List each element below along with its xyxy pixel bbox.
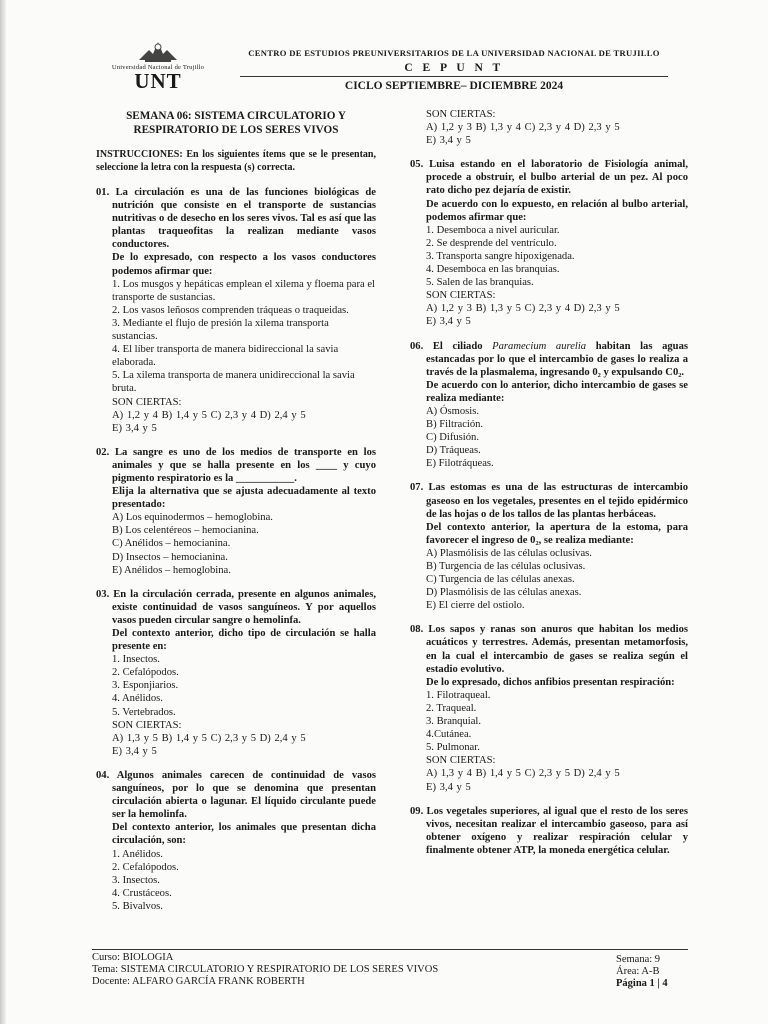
answer-options-extra: E) 3,4 y 5 xyxy=(426,135,471,147)
list-item: 2. Traqueal. xyxy=(426,702,477,714)
answer-options-extra: E) 3,4 y 5 xyxy=(426,781,471,793)
answers-label: SON CIERTAS: xyxy=(426,755,496,767)
question-stem: 07. Las estomas es una de las estructuras de intercambio gaseoso en los vegetales, presentes en el tejido epidérmico de las hojas o de los tallos de las plantas herbáceas. xyxy=(410,482,688,520)
university-name: Universidad Nacional de Trujillo xyxy=(111,64,205,71)
option-b: B) Filtración. xyxy=(426,419,484,431)
answer-options: A) 1,3 y 5 B) 1,4 y 5 C) 2,3 y 5 D) 2,4 y 5 xyxy=(112,732,306,744)
option-d: D) Plasmólisis de las células anexas. xyxy=(426,587,582,599)
option-d: D) Insectos – hemocianina. xyxy=(112,551,228,563)
answer-options: A) 1,2 y 3 B) 1,3 y 4 C) 2,3 y 4 D) 2,3 y 5 xyxy=(426,122,620,134)
question-prompt: De lo expresado, dichos anfibios presentan respiración: xyxy=(426,676,675,688)
question-prompt: Del contexto anterior, los animales que presentan dicha circulación, son: xyxy=(112,822,376,847)
list-item: 3. Insectos. xyxy=(112,874,160,886)
list-item: 4. Crustáceos. xyxy=(112,887,172,899)
list-item: 4. Anélidos. xyxy=(112,693,163,705)
option-a: A) Ósmosis. xyxy=(426,405,479,417)
option-b: B) Turgencia de las células oclusivas. xyxy=(426,561,586,572)
answer-options-extra: E) 3,4 y 5 xyxy=(426,316,471,328)
option-c: C) Anélidos – hemocianina. xyxy=(112,538,231,550)
question-stem: 01. La circulación es una de las funciones biológicas de nutrición que consiste en el transporte de sustancias nutritivas o de desecho en los seres vivos. Tal es así que las plantas traqueofitas la realizan mediante vasos conductores. xyxy=(96,187,376,251)
list-item: 3. Transporta sangre hipoxigenada. xyxy=(426,250,575,262)
question-04 xyxy=(96,769,376,913)
cycle-label: CICLO SEPTIEMBRE– DICIEMBRE 2024 xyxy=(344,80,564,92)
question-08 xyxy=(410,623,688,793)
page-footer xyxy=(92,949,688,989)
option-a: A) Plasmólisis de las células oclusivas. xyxy=(426,547,592,559)
area-label: Área: A-B xyxy=(616,966,660,977)
option-e: E) Anélidos – hemoglobina. xyxy=(112,564,231,576)
list-item: 3. Esponjiarios. xyxy=(112,680,179,692)
list-item: 5. Bivalvos. xyxy=(112,900,163,912)
question-stem: 05. Luisa estando en el laboratorio de Fisiología animal, procede a obstruir, el bulbo arterial de un pez. Al poco rato dicho pez dejaría de existir. xyxy=(410,159,688,197)
center-name: CENTRO DE ESTUDIOS PREUNIVERSITARIOS DE LA UNIVERSIDAD NACIONAL DE TRUJILLO xyxy=(248,48,660,58)
list-item: 1. Insectos. xyxy=(112,654,160,666)
option-b: B) Los celentéreos – hemocianina. xyxy=(112,525,259,537)
page-title: SEMANA 06: SISTEMA CIRCULATORIO Y RESPIRATORIO DE LOS SERES VIVOS xyxy=(126,110,346,136)
page-number: Página 1 | 4 xyxy=(616,978,668,989)
stem-pre: 06. El ciliado xyxy=(410,340,493,352)
list-item: 1. Los musgos y hepáticas emplean el xilema y floema para el transporte de sustancias. xyxy=(112,278,375,303)
list-item: 3. Branquial. xyxy=(426,716,482,728)
answer-options: A) 1,3 y 4 B) 1,4 y 5 C) 2,3 y 5 D) 2,4 y 5 xyxy=(426,768,620,780)
list-item: 4. Desemboca en las branquias. xyxy=(426,264,560,276)
list-item: 2. Cefalópodos. xyxy=(112,667,179,679)
list-item: 1. Anélidos. xyxy=(112,848,163,860)
question-05 xyxy=(410,158,688,328)
list-item: 4. El líber transporta de manera bidireccional la savia elaborada. xyxy=(112,344,339,369)
option-c: C) Difusión. xyxy=(426,432,479,444)
list-item: 2. Cefalópodos. xyxy=(112,861,179,873)
topic-label: Tema: SISTEMA CIRCULATORIO Y RESPIRATORIO DE LOS SERES VIVOS xyxy=(92,964,439,975)
instructions: INSTRUCCIONES: En los siguientes ítems que se le presentan, seleccione la letra con la respuesta (s) correcta. xyxy=(96,149,376,173)
list-item: 1. Desemboca a nivel auricular. xyxy=(426,224,560,236)
answers-label: SON CIERTAS: xyxy=(426,290,496,302)
answer-options-extra: E) 3,4 y 5 xyxy=(112,745,157,757)
list-item: 2. Se desprende del ventrículo. xyxy=(426,237,557,249)
question-07 xyxy=(410,481,688,612)
question-prompt: Del contexto anterior, dicho tipo de circulación se halla presente en: xyxy=(112,628,376,653)
species-name: Paramecium aurelia xyxy=(492,340,587,352)
question-06 xyxy=(410,340,688,471)
question-prompt: De acuerdo con lo anterior, dicho intercambio de gases se realiza mediante: xyxy=(426,379,688,404)
week-label: Semana: 9 xyxy=(616,954,661,965)
question-02 xyxy=(96,446,376,577)
header-divider xyxy=(240,76,668,77)
question-prompt: Elija la alternativa que se ajusta adecuadamente al texto presentado: xyxy=(112,486,376,511)
question-04-continued xyxy=(410,108,688,147)
option-e: E) Filotráqueas. xyxy=(426,458,494,470)
course-label: Curso: BIOLOGIA xyxy=(92,952,174,963)
footer-left xyxy=(92,952,438,988)
footer-right xyxy=(616,954,696,990)
cepunt-label: C E P U N T xyxy=(404,62,504,74)
question-stem xyxy=(410,340,688,379)
list-item: 3. Mediante el flujo de presión la xilema transporta sustancias. xyxy=(112,317,329,343)
university-logo xyxy=(88,38,228,91)
question-prompt: Del contexto anterior, la apertura de la estoma, para favorecer el ingreso de 0₂, se realiza mediante: xyxy=(426,521,688,546)
question-stem: 08. Los sapos y ranas son anuros que habitan los medios acuáticos y terrestres. Además, presentan metamorfosis, en la cual el intercambio de gases se realiza según el estadio evolutivo. xyxy=(410,624,688,675)
question-stem: 03. En la circulación cerrada, presente en algunos animales, existe continuidad de vasos sanguíneos. Y por aquellos vasos pueden circular sangre o hemolinfa. xyxy=(96,588,376,626)
question-stem: 02. La sangre es uno de los medios de transporte en los animales y que se halla presente en los ____ y cuyo pigmento respiratorio es la ___________. xyxy=(96,446,376,484)
question-09 xyxy=(410,805,688,857)
answer-options: A) 1,2 y 3 B) 1,3 y 5 C) 2,3 y 4 D) 2,3 y 5 xyxy=(426,303,620,315)
question-prompt: De lo expresado, con respecto a los vasos conductores podemos afirmar que: xyxy=(112,252,376,277)
answer-options-extra: E) 3,4 y 5 xyxy=(112,422,157,434)
left-column xyxy=(96,110,376,924)
list-item: 5. La xilema transporta de manera unidireccional la savia bruta. xyxy=(112,370,355,395)
list-item: 2. Los vasos leñosos comprenden tráqueas o traqueidas. xyxy=(112,304,349,316)
list-item: 5. Vertebrados. xyxy=(112,706,176,718)
stem-post: habitan las aguas estancadas por lo que el intercambio de gases lo realiza a través de la plasmalema, ingresando 0₂ y expulsando C0₂. xyxy=(426,340,688,378)
right-column xyxy=(410,108,688,868)
document-header xyxy=(240,48,668,92)
option-a: A) Los equinodermos – hemoglobina. xyxy=(112,512,273,524)
teacher-label: Docente: ALFARO GARCÍA FRANK ROBERTH xyxy=(92,976,305,987)
question-stem: 04. Algunos animales carecen de continuidad de vasos sanguíneos, por lo que se denomina que presentan circulación abierta o lagunar. El líquido circulante puede ser la hemolinfa. xyxy=(96,769,376,821)
answers-label: SON CIERTAS: xyxy=(112,396,182,408)
option-d: D) Tráqueas. xyxy=(426,445,481,457)
option-c: C) Turgencia de las células anexas. xyxy=(426,574,575,586)
question-prompt: De acuerdo con lo expuesto, en relación al bulbo arterial, podemos afirmar que: xyxy=(426,198,688,223)
list-item: 1. Filotraqueal. xyxy=(426,689,491,701)
answers-label: SON CIERTAS: xyxy=(426,109,496,120)
answers-label: SON CIERTAS: xyxy=(112,719,182,731)
list-item: 5. Salen de las branquias. xyxy=(426,277,534,289)
scan-edge xyxy=(0,0,6,1024)
list-item: 5. Pulmonar. xyxy=(426,742,480,754)
university-acronym: UNT xyxy=(134,69,182,93)
list-item: 4.Cutánea. xyxy=(426,729,472,741)
question-01 xyxy=(96,186,376,435)
question-03 xyxy=(96,588,376,758)
crest-icon xyxy=(135,38,181,64)
question-stem: 09. Los vegetales superiores, al igual que el resto de los seres vivos, necesitan realizar el intercambio gaseoso, para así obtener oxígeno y realizar respiración celular y finalmente obtener ATP, la moneda energética celular. xyxy=(410,805,688,856)
answer-options: A) 1,2 y 4 B) 1,4 y 5 C) 2,3 y 4 D) 2,4 y 5 xyxy=(112,409,306,421)
option-e: E) El cierre del ostiolo. xyxy=(426,600,525,612)
